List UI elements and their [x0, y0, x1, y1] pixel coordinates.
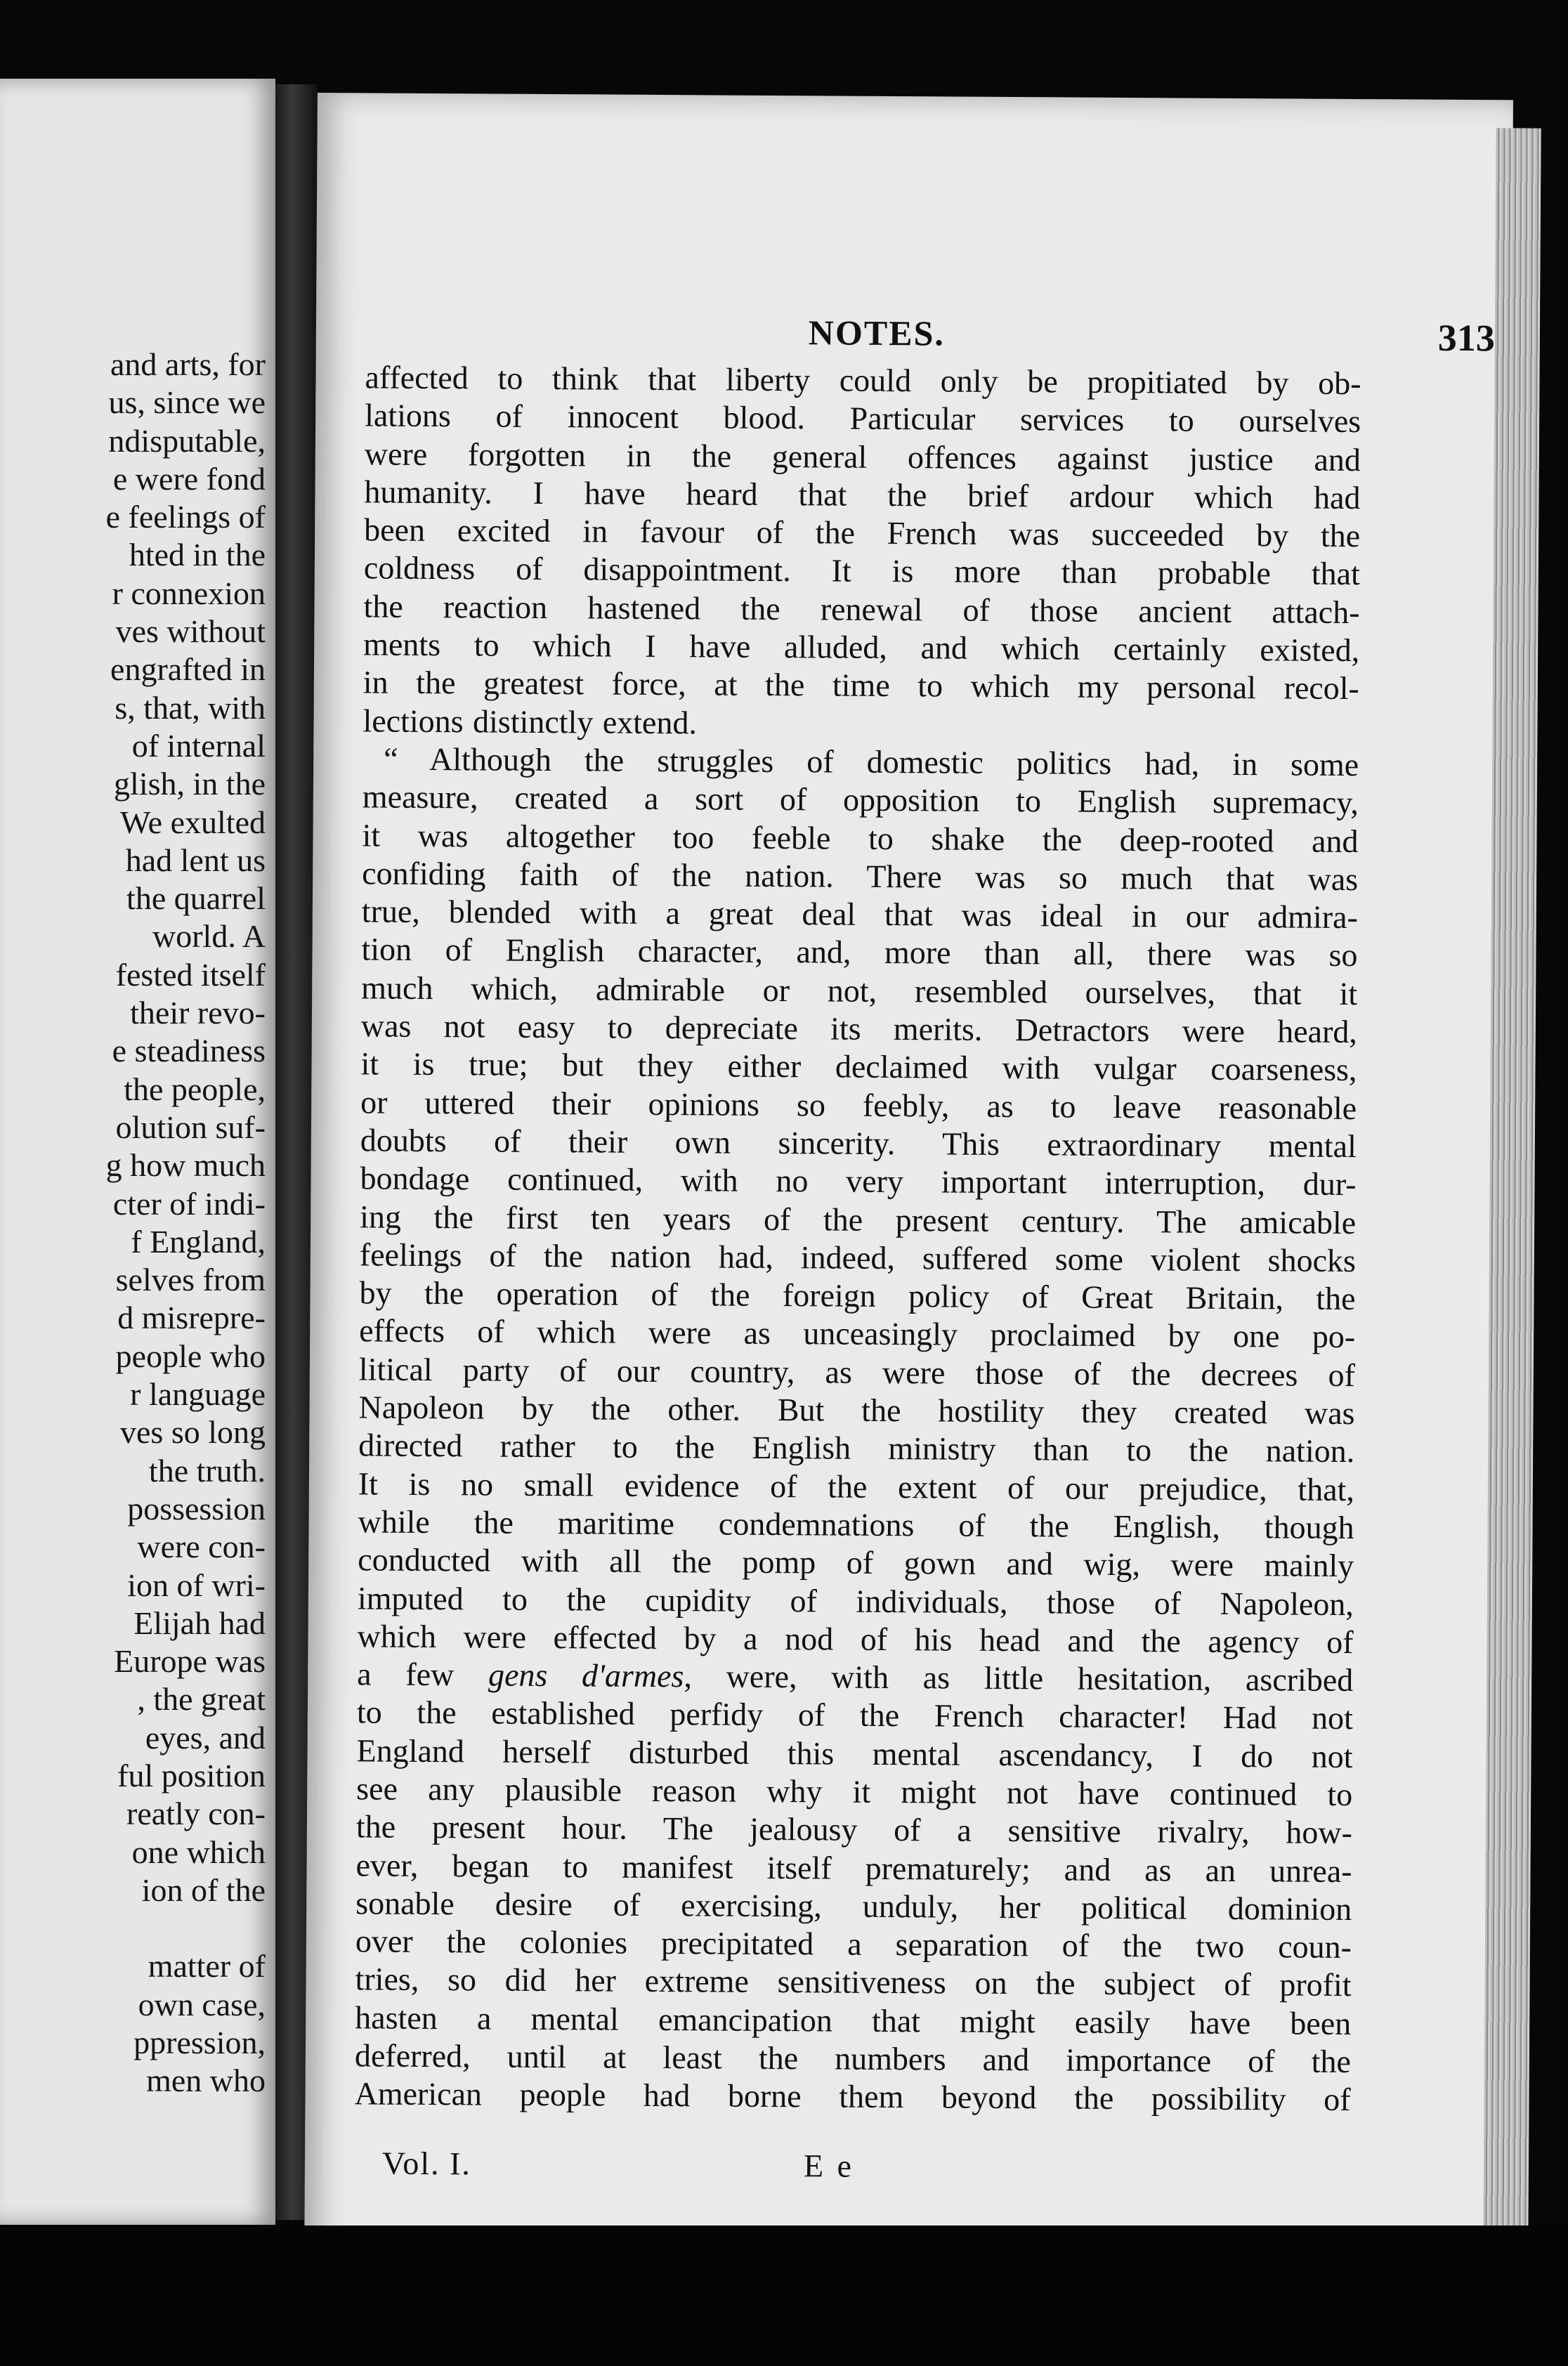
- volume-mark: Vol. I.: [381, 2145, 472, 2182]
- text-line: or uttered their opinions so feebly, as to leave reasonable: [360, 1084, 1357, 1126]
- text-line: England herself disturbed this mental ascendancy, I do not: [356, 1732, 1353, 1774]
- text-line: humanity. I have heard that the brief ardour which had: [364, 473, 1361, 516]
- page-footer: [382, 2145, 1352, 2200]
- facing-page-line: ful position: [117, 1757, 266, 1793]
- scan-background: [0, 2226, 1568, 2366]
- signature-mark: E e: [803, 2148, 855, 2184]
- facing-page-line: ves without: [115, 613, 266, 650]
- page-header: [350, 309, 1496, 365]
- facing-page-line: cter of indi-: [112, 1185, 266, 1222]
- text-line: ments to which I have alluded, and which certainly existed,: [363, 626, 1360, 669]
- facing-page-line: us, since we: [108, 384, 266, 421]
- page-edges: [1483, 128, 1541, 2285]
- text-line: sonable desire of exercising, unduly, her political dominion: [355, 1885, 1352, 1927]
- text-line: It is no small evidence of the extent of our prejudice, that,: [358, 1465, 1355, 1508]
- facing-page-line: ion of the: [141, 1871, 266, 1908]
- text-line: bondage continued, with no very important interruption, dur-: [360, 1160, 1357, 1203]
- facing-page-line: Europe was: [114, 1643, 266, 1680]
- text-line: affected to think that liberty could only be propitiated by ob-: [365, 359, 1361, 402]
- text-line: lations of innocent blood. Particular services to ourselves: [365, 397, 1361, 440]
- facing-page-line: eyes, and: [145, 1719, 266, 1756]
- facing-page-line: We exulted: [119, 804, 266, 840]
- text-line: hasten a mental emancipation that might easily have been: [355, 1999, 1352, 2041]
- facing-page-line: hted in the: [129, 537, 266, 573]
- text-line: doubts of their own sincerity. This extraordinary mental: [360, 1122, 1357, 1164]
- text-line: directed rather to the English ministry than to the nation.: [358, 1427, 1355, 1470]
- facing-page-line: own case,: [138, 1986, 266, 2022]
- text-line: Napoleon by the other. But the hostility they created was: [358, 1389, 1355, 1432]
- facing-page-left: [0, 79, 275, 2225]
- text-line: imputed to the cupidity of individuals, those of Napoleon,: [357, 1579, 1354, 1622]
- text-line: American people had borne them beyond the possibility of: [354, 2075, 1351, 2118]
- text-line: were forgotten in the general offences against justice and: [364, 436, 1361, 478]
- facing-page-line: r language: [130, 1376, 266, 1413]
- text-line: by the operation of the foreign policy of Great Britain, the: [359, 1274, 1356, 1317]
- text-line: while the maritime condemnations of the English, though: [358, 1503, 1354, 1545]
- facing-page-line: ves so long: [120, 1414, 266, 1451]
- facing-page-line: the quarrel: [126, 880, 266, 917]
- text-line: was not easy to depreciate its merits. Detractors were heard,: [360, 1007, 1358, 1050]
- facing-page-line: ppression,: [133, 2025, 266, 2061]
- facing-page-line: [106, 1909, 266, 1947]
- facing-page-line: d misrepre-: [117, 1300, 266, 1336]
- facing-page-line: had lent us: [125, 842, 266, 878]
- text-line: the reaction hastened the renewal of those ancient attach-: [363, 588, 1360, 630]
- facing-page-line: their revo-: [130, 995, 266, 1031]
- book-page: [304, 93, 1513, 2313]
- facing-page-line: were con-: [137, 1529, 266, 1565]
- facing-page-line: people who: [115, 1338, 266, 1374]
- text-line: the present hour. The jealousy of a sensitive rivalry, how-: [355, 1808, 1353, 1851]
- facing-page-line: Elijah had: [133, 1604, 266, 1641]
- text-line: conducted with all the pomp of gown and wig, were mainly: [358, 1541, 1354, 1584]
- facing-page-line: world. A: [152, 918, 266, 955]
- facing-page-line: , the great: [137, 1681, 266, 1718]
- facing-page-line: and arts, for: [110, 346, 266, 382]
- facing-page-line: matter of: [148, 1948, 266, 1985]
- text-line: tion of English character, and, more than all, there was so: [361, 931, 1358, 974]
- facing-page-line: the people,: [124, 1071, 266, 1107]
- text-line: true, blended with a great deal that was ideal in our admira-: [361, 893, 1359, 936]
- facing-page-line: ion of wri-: [127, 1567, 266, 1603]
- text-line: ever, began to manifest itself prematurely; and as an unrea-: [355, 1846, 1352, 1889]
- text-line: see any plausible reason why it might not have continued to: [356, 1770, 1353, 1813]
- text-line: it is true; but they either declaimed with vulgar coarseness,: [360, 1045, 1357, 1088]
- text-line: much which, admirable or not, resembled ourselves, that it: [361, 969, 1358, 1012]
- facing-page-text: [106, 346, 266, 2100]
- text-line: tries, so did her extreme sensitiveness on the subject of profit: [355, 1961, 1352, 2004]
- facing-page-line: men who: [146, 2063, 266, 2099]
- running-head: NOTES.: [808, 313, 946, 353]
- text-line: litical party of our country, as were those of the decrees of: [358, 1351, 1356, 1393]
- text-line: deferred, until at least the numbers and importance of the: [354, 2037, 1352, 2080]
- text-line: lections distinctly extend.: [362, 702, 698, 740]
- facing-page-line: engrafted in: [110, 651, 266, 688]
- facing-page-line: e were fond: [112, 460, 266, 497]
- text-line: which were effected by a nod of his head and the agency of: [357, 1618, 1354, 1660]
- text-line: to the established perfidy of the French character! Had not: [356, 1694, 1354, 1737]
- facing-page-line: f England,: [131, 1223, 266, 1260]
- text-line: ing the first ten years of the present century. The amicable: [360, 1198, 1357, 1241]
- facing-page-line: fested itself: [115, 956, 266, 993]
- facing-page-line: glish, in the: [114, 766, 266, 802]
- text-line: over the colonies precipitated a separation of the two coun-: [355, 1923, 1352, 1966]
- text-line: been excited in favour of the French was succeeded by the: [364, 511, 1361, 554]
- text-line: “ Although the struggles of domestic politics had, in some: [384, 740, 1359, 783]
- text-line: coldness of disappointment. It is more than probable that: [363, 549, 1360, 592]
- facing-page-line: selves from: [115, 1262, 266, 1298]
- facing-page-line: olution suf-: [115, 1109, 266, 1145]
- text-line: effects of which were as unceasingly proclaimed by one po-: [359, 1312, 1356, 1355]
- facing-page-line: g how much: [105, 1147, 266, 1184]
- facing-page-line: of internal: [131, 727, 266, 764]
- facing-page-line: r connexion: [112, 575, 266, 611]
- page-number: 313: [1437, 316, 1496, 360]
- facing-page-line: e feelings of: [105, 499, 266, 535]
- text-line: in the greatest force, at the time to which my personal recol-: [362, 664, 1360, 707]
- facing-page-line: one which: [131, 1834, 266, 1870]
- facing-page-line: ndisputable,: [108, 422, 266, 459]
- facing-page-line: e steadiness: [112, 1033, 266, 1069]
- text-line: confiding faith of the nation. There was so much that was: [362, 855, 1359, 897]
- text-line: measure, created a sort of opposition to English supremacy,: [362, 778, 1359, 821]
- page-body: [354, 358, 1361, 2119]
- text-line: feelings of the nation had, indeed, suffered some violent shocks: [359, 1236, 1357, 1279]
- text-line: a few gens d'armes, were, with as little hesitation, ascribed: [357, 1656, 1354, 1699]
- facing-page-line: s, that, with: [115, 689, 266, 726]
- text-line: it was altogether too feeble to shake the deep-rooted and: [362, 816, 1359, 859]
- facing-page-line: reatly con-: [126, 1796, 266, 1832]
- facing-page-line: the truth.: [148, 1452, 266, 1489]
- facing-page-line: possession: [127, 1490, 266, 1527]
